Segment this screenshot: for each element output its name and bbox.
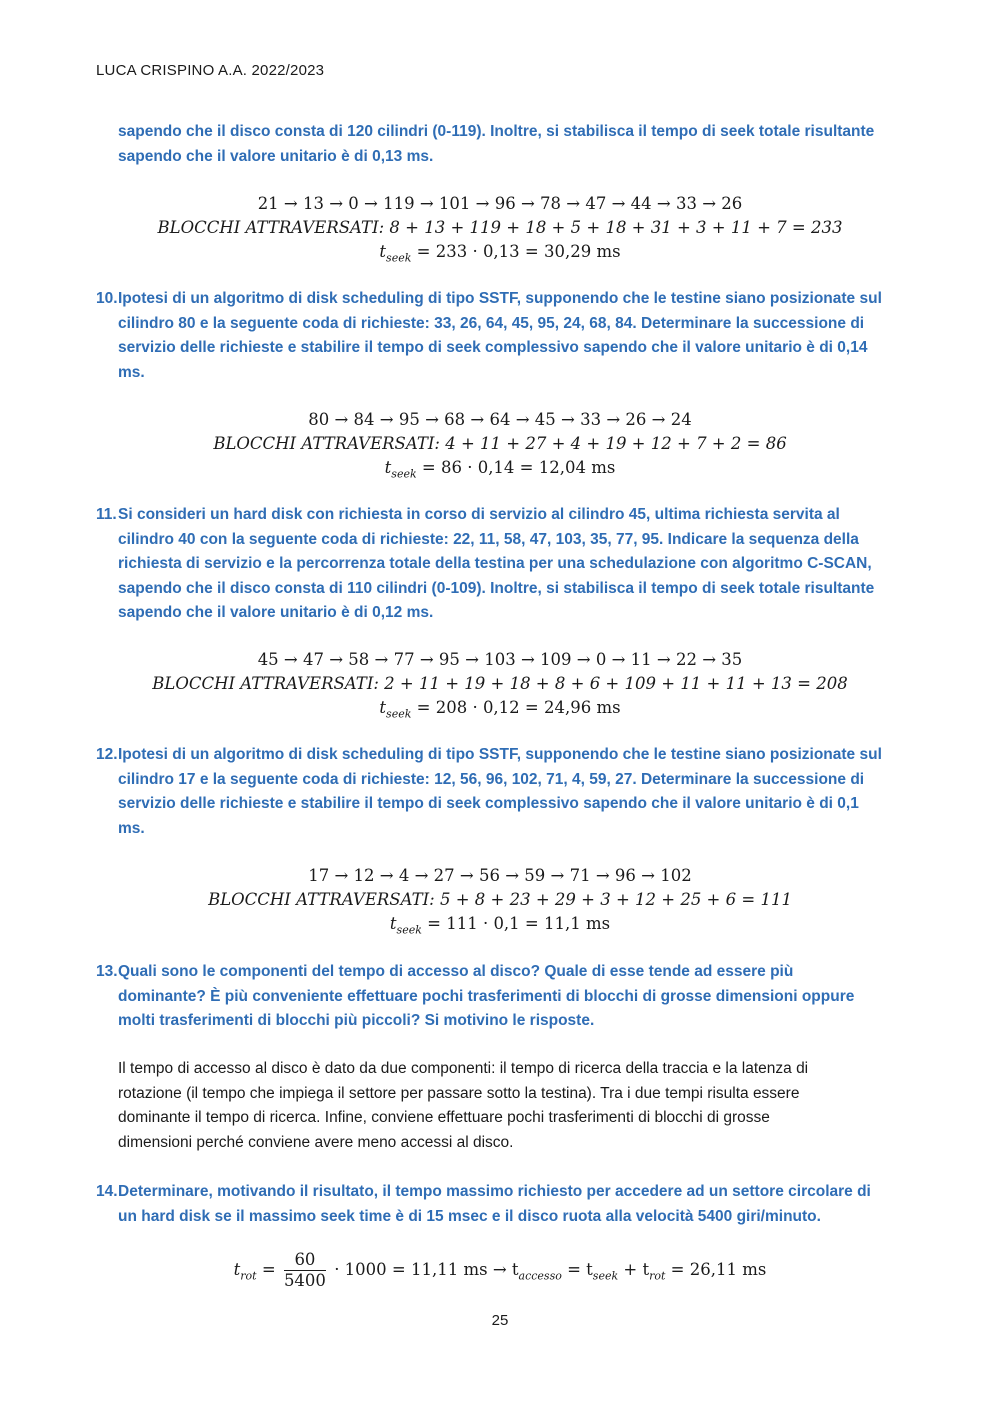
q10-tseek: $t_{seek} = 86 \cdot 0,14 = 12,04$ ms: [384, 458, 616, 481]
q13-answer-line: dominante il tempo di ricerca. Infine, conviene effettuare pochi trasferimenti di blocchi di grosse: [118, 1109, 770, 1126]
q13-answer-line: dimensioni perché conviene avere meno accessi al disco.: [118, 1133, 514, 1151]
q11-line: sapendo che il valore unitario è di 0,12 ms.: [118, 604, 434, 621]
q9-tseek: $t_{seek} = 233 \cdot 0,13 = 30,29$ ms: [379, 242, 621, 265]
q11-line: sapendo che il disco consta di 110 cilindri (0-109). Inoltre, si stabilisca il tempo di seek totale risultante: [118, 579, 875, 597]
q14-line: 14.Determinare, motivando il risultato, il tempo massimo richiesto per accedere ad un settore circolare di: [96, 1183, 871, 1200]
q13-line: dominante? È più conveniente effettuare pochi trasferimenti di blocchi di grosse dimensioni oppure: [118, 987, 855, 1005]
question-14: [96, 1180, 916, 1229]
q12-line: cilindro 17 e la seguente coda di richieste: 12, 56, 96, 102, 71, 4, 59, 27. Determinare la successione di: [118, 770, 865, 788]
q12-solution: [0, 864, 1000, 942]
q14-fraction: $\frac{60}{5400}$: [283, 1250, 326, 1290]
q11-line: richiesta di servizio e la percorrenza totale della testina per una schedulazione con algoritmo C-SCAN,: [118, 555, 872, 572]
q13-answer-line: rotazione (il tempo che impiega il settore per passare sotto la testina). Tra i due tempi risulta essere: [118, 1084, 800, 1102]
q14-line: un hard disk se il massimo seek time è di 15 msec e il disco ruota alla velocità 5400 giri/minuto.: [118, 1207, 821, 1225]
q11-blocks: BLOCCHI ATTRAVERSATI: 2 + 11 + 19 + 18 + 8 + 6 + 109 + 11 + 11 + 13 = 208: [152, 674, 848, 693]
page-number: 25: [491, 1312, 509, 1329]
page-header: LUCA CRISPINO A.A. 2022/2023: [96, 62, 325, 79]
q10-sequence: 80 → 84 → 95 → 68 → 64 → 45 → 33 → 26 → 24: [308, 410, 692, 429]
q11-tseek: $t_{seek} = 208 \cdot 0,12 = 24,96$ ms: [379, 698, 621, 721]
question-13: [96, 960, 916, 1034]
q10-line: 10.Ipotesi di un algoritmo di disk scheduling di tipo SSTF, supponendo che le testine siano posizionate sul: [96, 290, 882, 307]
q12-line: ms.: [118, 819, 145, 837]
q11-line: cilindro 40 con la seguente coda di richieste: 22, 11, 58, 47, 103, 35, 77, 95. Indicare la sequenza della: [118, 530, 859, 548]
q12-blocks: BLOCCHI ATTRAVERSATI: 5 + 8 + 23 + 29 + 3 + 12 + 25 + 6 = 111: [208, 890, 792, 909]
q12-sequence: 17 → 12 → 4 → 27 → 56 → 59 → 71 → 96 → 102: [308, 866, 692, 885]
q10-line: ms.: [118, 363, 145, 381]
q11-line: 11.Si consideri un hard disk con richiesta in corso di servizio al cilindro 45, ultima richiesta servita al: [96, 506, 840, 523]
q13-line: 13.Quali sono le componenti del tempo di accesso al disco? Quale di esse tende ad essere più: [96, 963, 794, 980]
q9-sequence: 21 → 13 → 0 → 119 → 101 → 96 → 78 → 47 → 44 → 33 → 26: [257, 194, 743, 213]
q11-sequence: 45 → 47 → 58 → 77 → 95 → 103 → 109 → 0 → 11 → 22 → 35: [257, 650, 743, 669]
question-10: [96, 287, 916, 385]
q9-line: sapendo che il valore unitario è di 0,13 ms.: [118, 147, 434, 165]
q13-answer-line: Il tempo di accesso al disco è dato da due componenti: il tempo di ricerca della traccia e la latenza di: [118, 1060, 809, 1077]
q9-blocks: BLOCCHI ATTRAVERSATI: 8 + 13 + 119 + 18 + 5 + 18 + 31 + 3 + 11 + 7 = 233: [157, 218, 843, 237]
q10-line: cilindro 80 e la seguente coda di richieste: 33, 26, 64, 45, 95, 24, 68, 84. Determinare la successione di: [118, 314, 865, 332]
q12-line: 12.Ipotesi di un algoritmo di disk scheduling di tipo SSTF, supponendo che le testine siano posizionate sul: [96, 746, 882, 763]
q11-solution: [0, 648, 1000, 726]
q10-line: servizio delle richieste e stabilire il tempo di seek complessivo sapendo che il valore unitario è di 0,14: [118, 339, 868, 356]
q9-solution: [0, 192, 1000, 270]
question-12: [96, 743, 916, 841]
q10-blocks: BLOCCHI ATTRAVERSATI: 4 + 11 + 27 + 4 + 19 + 12 + 7 + 2 = 86: [213, 434, 787, 453]
q13-answer: [96, 1057, 938, 1155]
q14-solution: $t_{rot}$ = $\frac{60}{5400}$ · 1000 = 11,11 ms → $t_{accesso} = t_{seek} + t_{rot} = 26,11$ ms: [233, 1250, 767, 1290]
q12-line: servizio delle richieste e stabilire il tempo di seek complessivo sapendo che il valore unitario è di 0,1: [118, 795, 859, 812]
question-9-tail: [96, 120, 916, 169]
q12-tseek: $t_{seek} = 111 \cdot 0,1 = 11,1$ ms: [389, 914, 611, 937]
q10-solution: [0, 408, 1000, 486]
q9-line: sapendo che il disco consta di 120 cilindri (0-119). Inoltre, si stabilisca il tempo di seek totale risultante: [118, 123, 875, 140]
q13-line: molti trasferimenti di blocchi più piccoli? Si motivino le risposte.: [118, 1012, 595, 1029]
question-11: [96, 503, 916, 626]
